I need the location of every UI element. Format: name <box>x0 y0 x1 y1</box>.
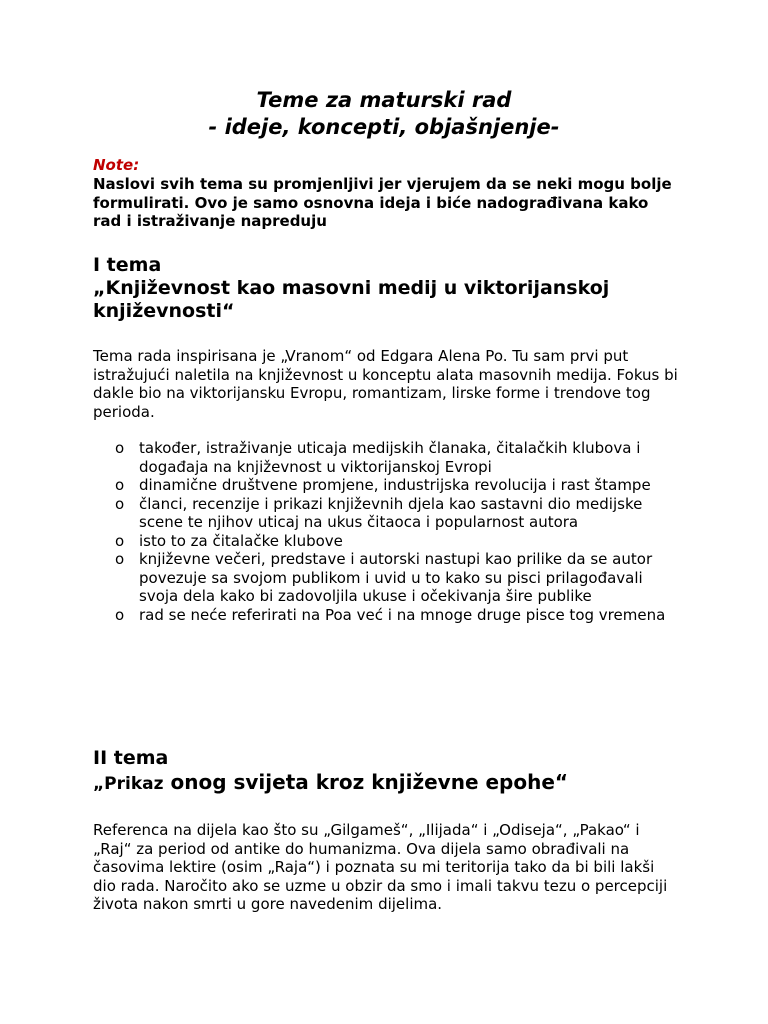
tema1-paragraph: Tema rada inspirisana je „Vranom“ od Edgara Alena Po. Tu sam prvi put istražujući naletila na književnost u konceptu alata masovnih medija. Fokus bi dakle bio na viktorijansku Evropu, romantizam, lirske forme i trendove tog perioda. <box>93 347 678 421</box>
bullet-text: književne večeri, predstave i autorski nastupi kao prilike da se autor povezuje sa svojom publikom i uvid u to kako su pisci prilagođavali svoja dela kako bi zadovoljila ukuse i očekivanja šire publike <box>139 550 653 605</box>
bullet-text: rad se neće referirati na Poa već i na mnoge druge pisce tog vremena <box>139 605 666 624</box>
bullet-marker: o <box>115 531 125 550</box>
tema1-heading: I tema <box>93 254 162 276</box>
bullet-text: dinamične društvene promjene, industrijska revolucija i rast štampe <box>139 476 651 494</box>
document-title: Teme za maturski rad <box>256 88 512 112</box>
tema2-title-rest: onog svijeta kroz književne epohe“ <box>163 770 569 794</box>
bullet-text: također, istraživanje uticaja medijskih članaka, čitalačkih klubova i događaja na književnost u viktorijanskoj Evropi <box>139 439 641 476</box>
bullet-marker: o <box>115 605 125 624</box>
tema1-bullet-item <box>93 495 683 532</box>
bullet-marker: o <box>115 550 125 568</box>
bullet-text: članci, recenzije i prikazi književnih djela kao sastavni dio medijske scene te njihov uticaj na ukus čitaoca i popularnost autora <box>139 494 643 531</box>
tema1-title: „Književnost kao masovni medij u viktorijanskoj književnosti“ <box>93 277 610 322</box>
tema1-bullet-item <box>93 606 683 625</box>
tema1-bullet-item <box>93 476 683 495</box>
note-label: Note: <box>93 156 140 174</box>
bullet-marker: o <box>115 494 125 513</box>
tema1-bullet-item <box>93 550 683 606</box>
tema2-title-prefix: „Prikaz <box>93 774 164 794</box>
tema1-bullet-item <box>93 532 683 551</box>
note-text: Naslovi svih tema su promjenljivi jer vjerujem da se neki mogu bolje formulirati. Ovo je samo osnovna ideja i biće nadograđivana kako rad i istraživanje napreduju <box>93 175 672 230</box>
tema2-paragraph: Referenca na dijela kao što su „Gilgameš“, „Ilijada“ i „Odiseja“, „Pakao“ i „Raj“ za period od antike do humanizma. Ova dijela samo obrađivali na časovima lektire (osim „Raja“) i poznata su mi teritorija tako da bi bili lakši dio rada. Naročito ako se uzme u obzir da smo i imali takvu tezu o percepciji života nakon smrti u gore navedenim dijelima. <box>93 821 668 913</box>
document-subtitle: - ideje, koncepti, objašnjenje- <box>208 115 560 139</box>
bullet-marker: o <box>115 439 125 457</box>
tema2-heading: II tema <box>93 747 169 769</box>
bullet-text: isto to za čitalačke klubove <box>139 531 343 550</box>
tema1-bullet-item <box>93 439 683 476</box>
tema1-bullet-list <box>93 439 683 624</box>
bullet-marker: o <box>115 476 125 494</box>
tema2-title <box>93 771 683 796</box>
